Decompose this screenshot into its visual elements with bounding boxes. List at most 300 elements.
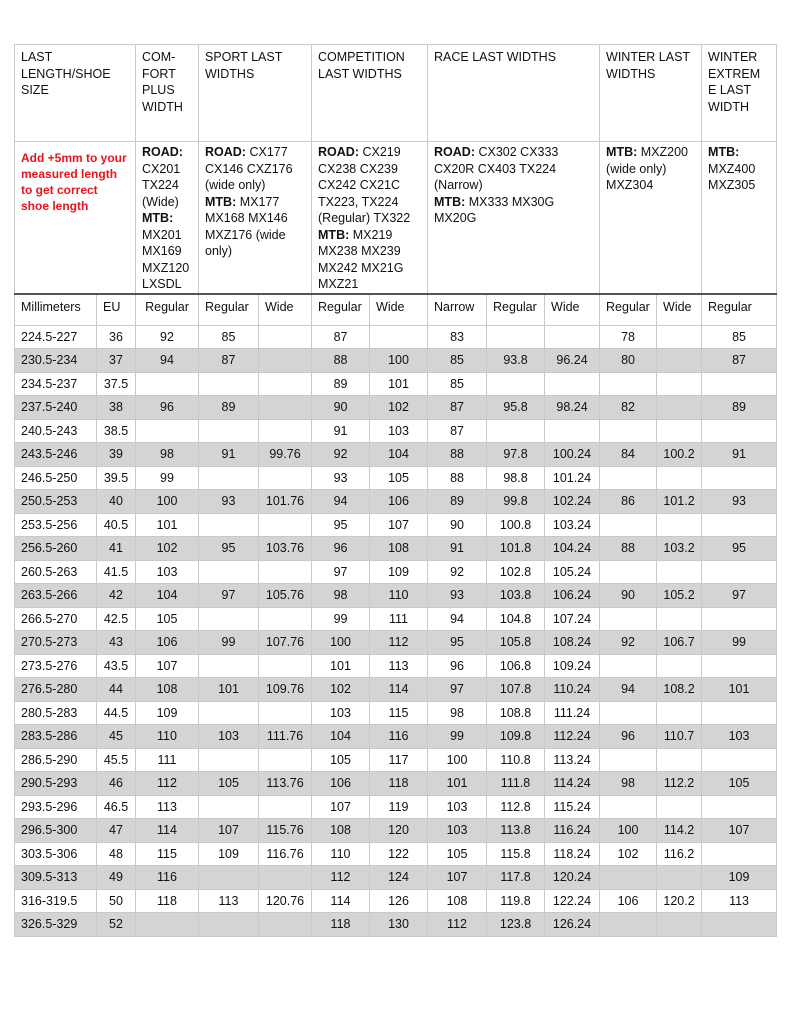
width-value-cell: 80 [600,349,657,373]
width-value-cell: 91 [428,537,487,561]
width-value-cell [657,913,702,937]
width-value-cell: 98 [136,443,199,467]
width-value-cell: 115.76 [259,819,312,843]
width-value-cell: 112 [312,866,370,890]
width-value-cell: 92 [428,560,487,584]
width-value-cell: 88 [312,349,370,373]
fit-note-cell [15,142,136,294]
size-chart-page [14,44,776,937]
eu-size-cell: 41.5 [97,560,136,584]
width-value-cell: 105.24 [545,560,600,584]
width-value-cell: 109.8 [487,725,545,749]
width-value-cell: 115 [136,842,199,866]
width-value-cell [199,372,259,396]
width-value-cell [199,607,259,631]
width-value-cell: 113 [702,889,777,913]
width-value-cell: 93 [428,584,487,608]
subheader-cell: Regular [487,294,545,326]
width-value-cell: 93 [312,466,370,490]
width-value-cell: 91 [312,419,370,443]
header-last-length: LAST LENGTH/SHOE SIZE [15,45,136,142]
width-value-cell: 109 [199,842,259,866]
width-value-cell: 106 [370,490,428,514]
road-models: CX177 CX146 CXZ176 (wide only) [205,145,293,192]
width-value-cell: 101.24 [545,466,600,490]
width-value-cell: 113 [370,654,428,678]
width-value-cell [600,372,657,396]
eu-size-cell: 42 [97,584,136,608]
header-row [15,45,777,142]
length-mm-cell: 250.5-253 [15,490,97,514]
width-value-cell [545,419,600,443]
eu-size-cell: 37.5 [97,372,136,396]
width-value-cell: 105 [136,607,199,631]
length-mm-cell: 266.5-270 [15,607,97,631]
width-value-cell [702,372,777,396]
length-mm-cell: 270.5-273 [15,631,97,655]
length-mm-cell: 243.5-246 [15,443,97,467]
width-value-cell: 107.76 [259,631,312,655]
mtb-models: MX333 MX30G MX20G [434,194,555,225]
table-row [15,678,777,702]
width-value-cell [259,372,312,396]
width-value-cell: 109 [702,866,777,890]
width-value-cell: 95 [702,537,777,561]
width-value-cell: 118 [136,889,199,913]
width-value-cell: 98 [600,772,657,796]
mtb-models: MX177 MX168 MX146 MXZ176 (wide only) [205,194,288,258]
models-row [15,142,777,294]
eu-size-cell: 49 [97,866,136,890]
width-value-cell: 103 [312,701,370,725]
width-value-cell: 98.8 [487,466,545,490]
width-value-cell: 92 [312,443,370,467]
width-value-cell: 99 [312,607,370,631]
table-row [15,889,777,913]
width-value-cell: 94 [136,349,199,373]
width-value-cell [702,748,777,772]
width-value-cell: 116.2 [657,842,702,866]
width-value-cell: 96.24 [545,349,600,373]
width-value-cell: 100.24 [545,443,600,467]
width-value-cell [487,372,545,396]
subheader-cell: Regular [199,294,259,326]
width-value-cell: 105 [428,842,487,866]
width-value-cell: 108 [370,537,428,561]
width-value-cell: 122.24 [545,889,600,913]
width-value-cell: 103.2 [657,537,702,561]
subheader-row [15,294,777,326]
width-value-cell: 114 [370,678,428,702]
length-mm-cell: 290.5-293 [15,772,97,796]
width-value-cell: 103 [428,819,487,843]
table-row [15,748,777,772]
width-value-cell [657,396,702,420]
subheader-cell: Wide [259,294,312,326]
mtb-models: MXZ200 (wide only) MXZ304 [606,145,689,192]
width-value-cell [657,654,702,678]
eu-size-cell: 38.5 [97,419,136,443]
mtb-label: MTB: [606,145,638,159]
width-value-cell [702,560,777,584]
width-value-cell [487,419,545,443]
width-value-cell: 108 [428,889,487,913]
width-value-cell: 104 [136,584,199,608]
width-value-cell: 106.7 [657,631,702,655]
mtb-label: MTB: [205,194,237,209]
width-value-cell: 101 [370,372,428,396]
width-value-cell [259,701,312,725]
table-row [15,466,777,490]
width-value-cell [600,607,657,631]
subheader-cell: EU [97,294,136,326]
table-row [15,772,777,796]
header-competition: COMPETITION LAST WIDTHS [312,45,428,142]
width-value-cell: 116 [370,725,428,749]
winter-extreme-models [702,142,777,294]
table-row [15,419,777,443]
width-value-cell: 94 [600,678,657,702]
width-value-cell [600,466,657,490]
width-value-cell: 119 [370,795,428,819]
width-value-cell: 103 [370,419,428,443]
width-value-cell: 101 [136,513,199,537]
eu-size-cell: 42.5 [97,607,136,631]
length-mm-cell: 237.5-240 [15,396,97,420]
table-row [15,349,777,373]
width-value-cell: 97 [428,678,487,702]
width-value-cell: 93 [199,490,259,514]
header-comfort: COM-FORT PLUS WIDTH [136,45,199,142]
width-value-cell [259,654,312,678]
width-value-cell: 105.76 [259,584,312,608]
width-value-cell: 98 [312,584,370,608]
width-value-cell: 113.8 [487,819,545,843]
width-value-cell: 114.2 [657,819,702,843]
width-value-cell: 102.8 [487,560,545,584]
width-value-cell: 107 [702,819,777,843]
width-value-cell: 93.8 [487,349,545,373]
width-value-cell [600,560,657,584]
width-value-cell: 112 [370,631,428,655]
width-value-cell: 107.24 [545,607,600,631]
width-value-cell [199,913,259,937]
width-value-cell: 106 [312,772,370,796]
road-label: ROAD: [142,145,183,159]
width-value-cell: 116.76 [259,842,312,866]
road-models: CX201 TX224 (Wide) [142,161,181,209]
width-value-cell [657,466,702,490]
width-value-cell: 105.2 [657,584,702,608]
mtb-label: MTB: [142,211,174,225]
width-value-cell [259,607,312,631]
width-value-cell: 122 [370,842,428,866]
eu-size-cell: 48 [97,842,136,866]
width-value-cell: 78 [600,325,657,349]
width-value-cell: 110.7 [657,725,702,749]
width-value-cell: 87 [428,396,487,420]
eu-size-cell: 39.5 [97,466,136,490]
width-value-cell [199,560,259,584]
subheader-cell: Wide [657,294,702,326]
width-value-cell: 99.8 [487,490,545,514]
race-models [428,142,600,294]
width-value-cell [259,396,312,420]
width-value-cell: 82 [600,396,657,420]
sport-models [199,142,312,294]
width-value-cell: 113 [199,889,259,913]
eu-size-cell: 43.5 [97,654,136,678]
width-value-cell: 124 [370,866,428,890]
width-value-cell [702,842,777,866]
width-value-cell [600,913,657,937]
width-value-cell [259,419,312,443]
length-mm-cell: 276.5-280 [15,678,97,702]
header-winter: WINTER LAST WIDTHS [600,45,702,142]
width-value-cell: 97 [702,584,777,608]
width-value-cell: 91 [702,443,777,467]
eu-size-cell: 40 [97,490,136,514]
width-value-cell: 94 [312,490,370,514]
mtb-models: MX219 MX238 MX239 MX242 MX21G MXZ21 [318,227,404,291]
width-value-cell: 101 [312,654,370,678]
width-value-cell: 93 [702,490,777,514]
width-value-cell: 106.8 [487,654,545,678]
length-mm-cell: 316-319.5 [15,889,97,913]
mtb-models: MXZ400 MXZ305 [708,161,756,192]
width-value-cell: 112 [428,913,487,937]
width-value-cell: 115.8 [487,842,545,866]
width-value-cell: 94 [428,607,487,631]
width-value-cell: 107.8 [487,678,545,702]
width-value-cell: 95 [199,537,259,561]
width-value-cell [600,795,657,819]
length-mm-cell: 263.5-266 [15,584,97,608]
comfort-models [136,142,199,294]
width-value-cell: 113.24 [545,748,600,772]
width-value-cell: 104 [370,443,428,467]
length-mm-cell: 273.5-276 [15,654,97,678]
table-row [15,513,777,537]
width-value-cell [199,654,259,678]
width-value-cell [702,795,777,819]
width-value-cell: 89 [702,396,777,420]
width-value-cell: 120.76 [259,889,312,913]
width-value-cell [600,419,657,443]
width-value-cell [259,325,312,349]
width-value-cell: 112.2 [657,772,702,796]
width-value-cell: 105 [199,772,259,796]
header-winter-extreme: WINTER EXTREM E LAST WIDTH [702,45,777,142]
width-value-cell: 118 [370,772,428,796]
width-value-cell: 103 [199,725,259,749]
road-label: ROAD: [434,145,475,159]
width-value-cell [199,513,259,537]
width-value-cell: 85 [428,349,487,373]
eu-size-cell: 45.5 [97,748,136,772]
width-value-cell [657,419,702,443]
width-value-cell: 87 [199,349,259,373]
eu-size-cell: 44.5 [97,701,136,725]
winter-models [600,142,702,294]
width-value-cell: 107 [428,866,487,890]
width-value-cell: 113.76 [259,772,312,796]
width-value-cell: 112.8 [487,795,545,819]
table-row [15,443,777,467]
width-value-cell: 108.8 [487,701,545,725]
width-value-cell [600,654,657,678]
width-value-cell: 123.8 [487,913,545,937]
width-value-cell: 105 [370,466,428,490]
eu-size-cell: 44 [97,678,136,702]
width-value-cell: 114 [136,819,199,843]
width-value-cell: 99 [702,631,777,655]
table-row [15,631,777,655]
table-row [15,795,777,819]
width-value-cell: 104.8 [487,607,545,631]
width-value-cell: 103.76 [259,537,312,561]
width-value-cell: 99.76 [259,443,312,467]
length-mm-cell: 326.5-329 [15,913,97,937]
width-value-cell [702,913,777,937]
width-value-cell: 89 [312,372,370,396]
width-value-cell [657,560,702,584]
length-mm-cell: 224.5-227 [15,325,97,349]
subheader-cell: Wide [545,294,600,326]
width-value-cell [259,466,312,490]
width-value-cell: 117 [370,748,428,772]
width-value-cell: 119.8 [487,889,545,913]
width-value-cell [657,513,702,537]
width-value-cell: 110.24 [545,678,600,702]
road-models: CX302 CX333 CX20R CX403 TX224 (Narrow) [434,145,559,192]
width-value-cell: 108.24 [545,631,600,655]
header-race: RACE LAST WIDTHS [428,45,600,142]
eu-size-cell: 46.5 [97,795,136,819]
width-value-cell: 97 [199,584,259,608]
width-value-cell [657,607,702,631]
width-value-cell: 92 [136,325,199,349]
width-value-cell [545,372,600,396]
width-value-cell: 97.8 [487,443,545,467]
width-value-cell: 88 [428,466,487,490]
width-value-cell: 104 [312,725,370,749]
road-label: ROAD: [318,145,359,159]
size-chart-table [14,44,777,937]
width-value-cell: 102.24 [545,490,600,514]
width-value-cell: 111 [370,607,428,631]
width-value-cell: 120 [370,819,428,843]
width-value-cell [199,795,259,819]
width-value-cell [600,701,657,725]
width-value-cell: 117.8 [487,866,545,890]
table-row [15,584,777,608]
width-value-cell [259,349,312,373]
width-value-cell [199,701,259,725]
width-value-cell: 100 [312,631,370,655]
width-value-cell [259,748,312,772]
mtb-label: MTB: [318,227,350,242]
mtb-models: MX201 MX169 MXZ120 LXSDL [142,227,190,291]
width-value-cell: 101.76 [259,490,312,514]
width-value-cell: 114 [312,889,370,913]
eu-size-cell: 45 [97,725,136,749]
width-value-cell: 88 [600,537,657,561]
width-value-cell: 101.2 [657,490,702,514]
width-value-cell: 96 [428,654,487,678]
width-value-cell: 85 [199,325,259,349]
subheader-cell: Regular [136,294,199,326]
table-row [15,490,777,514]
width-value-cell: 102 [312,678,370,702]
width-value-cell: 83 [428,325,487,349]
table-row [15,819,777,843]
length-mm-cell: 234.5-237 [15,372,97,396]
width-value-cell [657,349,702,373]
length-mm-cell: 286.5-290 [15,748,97,772]
width-value-cell: 95 [428,631,487,655]
width-value-cell [545,325,600,349]
width-value-cell: 120.24 [545,866,600,890]
width-value-cell: 92 [600,631,657,655]
eu-size-cell: 50 [97,889,136,913]
width-value-cell: 105.8 [487,631,545,655]
mtb-label: MTB: [434,194,466,209]
width-value-cell: 107 [199,819,259,843]
width-value-cell [657,325,702,349]
width-value-cell: 112.24 [545,725,600,749]
width-value-cell: 111.8 [487,772,545,796]
width-value-cell [702,701,777,725]
width-value-cell: 106 [600,889,657,913]
table-row [15,607,777,631]
subheader-cell: Regular [702,294,777,326]
width-value-cell: 84 [600,443,657,467]
length-mm-cell: 280.5-283 [15,701,97,725]
eu-size-cell: 39 [97,443,136,467]
width-value-cell: 88 [428,443,487,467]
width-value-cell: 100 [136,490,199,514]
width-value-cell: 100.8 [487,513,545,537]
width-value-cell: 105 [312,748,370,772]
width-value-cell: 85 [702,325,777,349]
width-value-cell: 106 [136,631,199,655]
width-value-cell: 102 [136,537,199,561]
width-value-cell [136,913,199,937]
width-value-cell [199,748,259,772]
width-value-cell [657,372,702,396]
subheader-cell: Regular [312,294,370,326]
length-mm-cell: 296.5-300 [15,819,97,843]
length-mm-cell: 283.5-286 [15,725,97,749]
eu-size-cell: 38 [97,396,136,420]
eu-size-cell: 40.5 [97,513,136,537]
width-value-cell: 108 [136,678,199,702]
width-value-cell: 90 [600,584,657,608]
width-value-cell: 115 [370,701,428,725]
table-row [15,325,777,349]
width-value-cell [199,466,259,490]
width-value-cell: 109 [370,560,428,584]
width-value-cell: 96 [600,725,657,749]
width-value-cell: 110 [370,584,428,608]
width-value-cell [600,513,657,537]
table-row [15,842,777,866]
length-mm-cell: 309.5-313 [15,866,97,890]
width-value-cell: 107 [370,513,428,537]
width-value-cell: 89 [199,396,259,420]
width-value-cell: 90 [428,513,487,537]
